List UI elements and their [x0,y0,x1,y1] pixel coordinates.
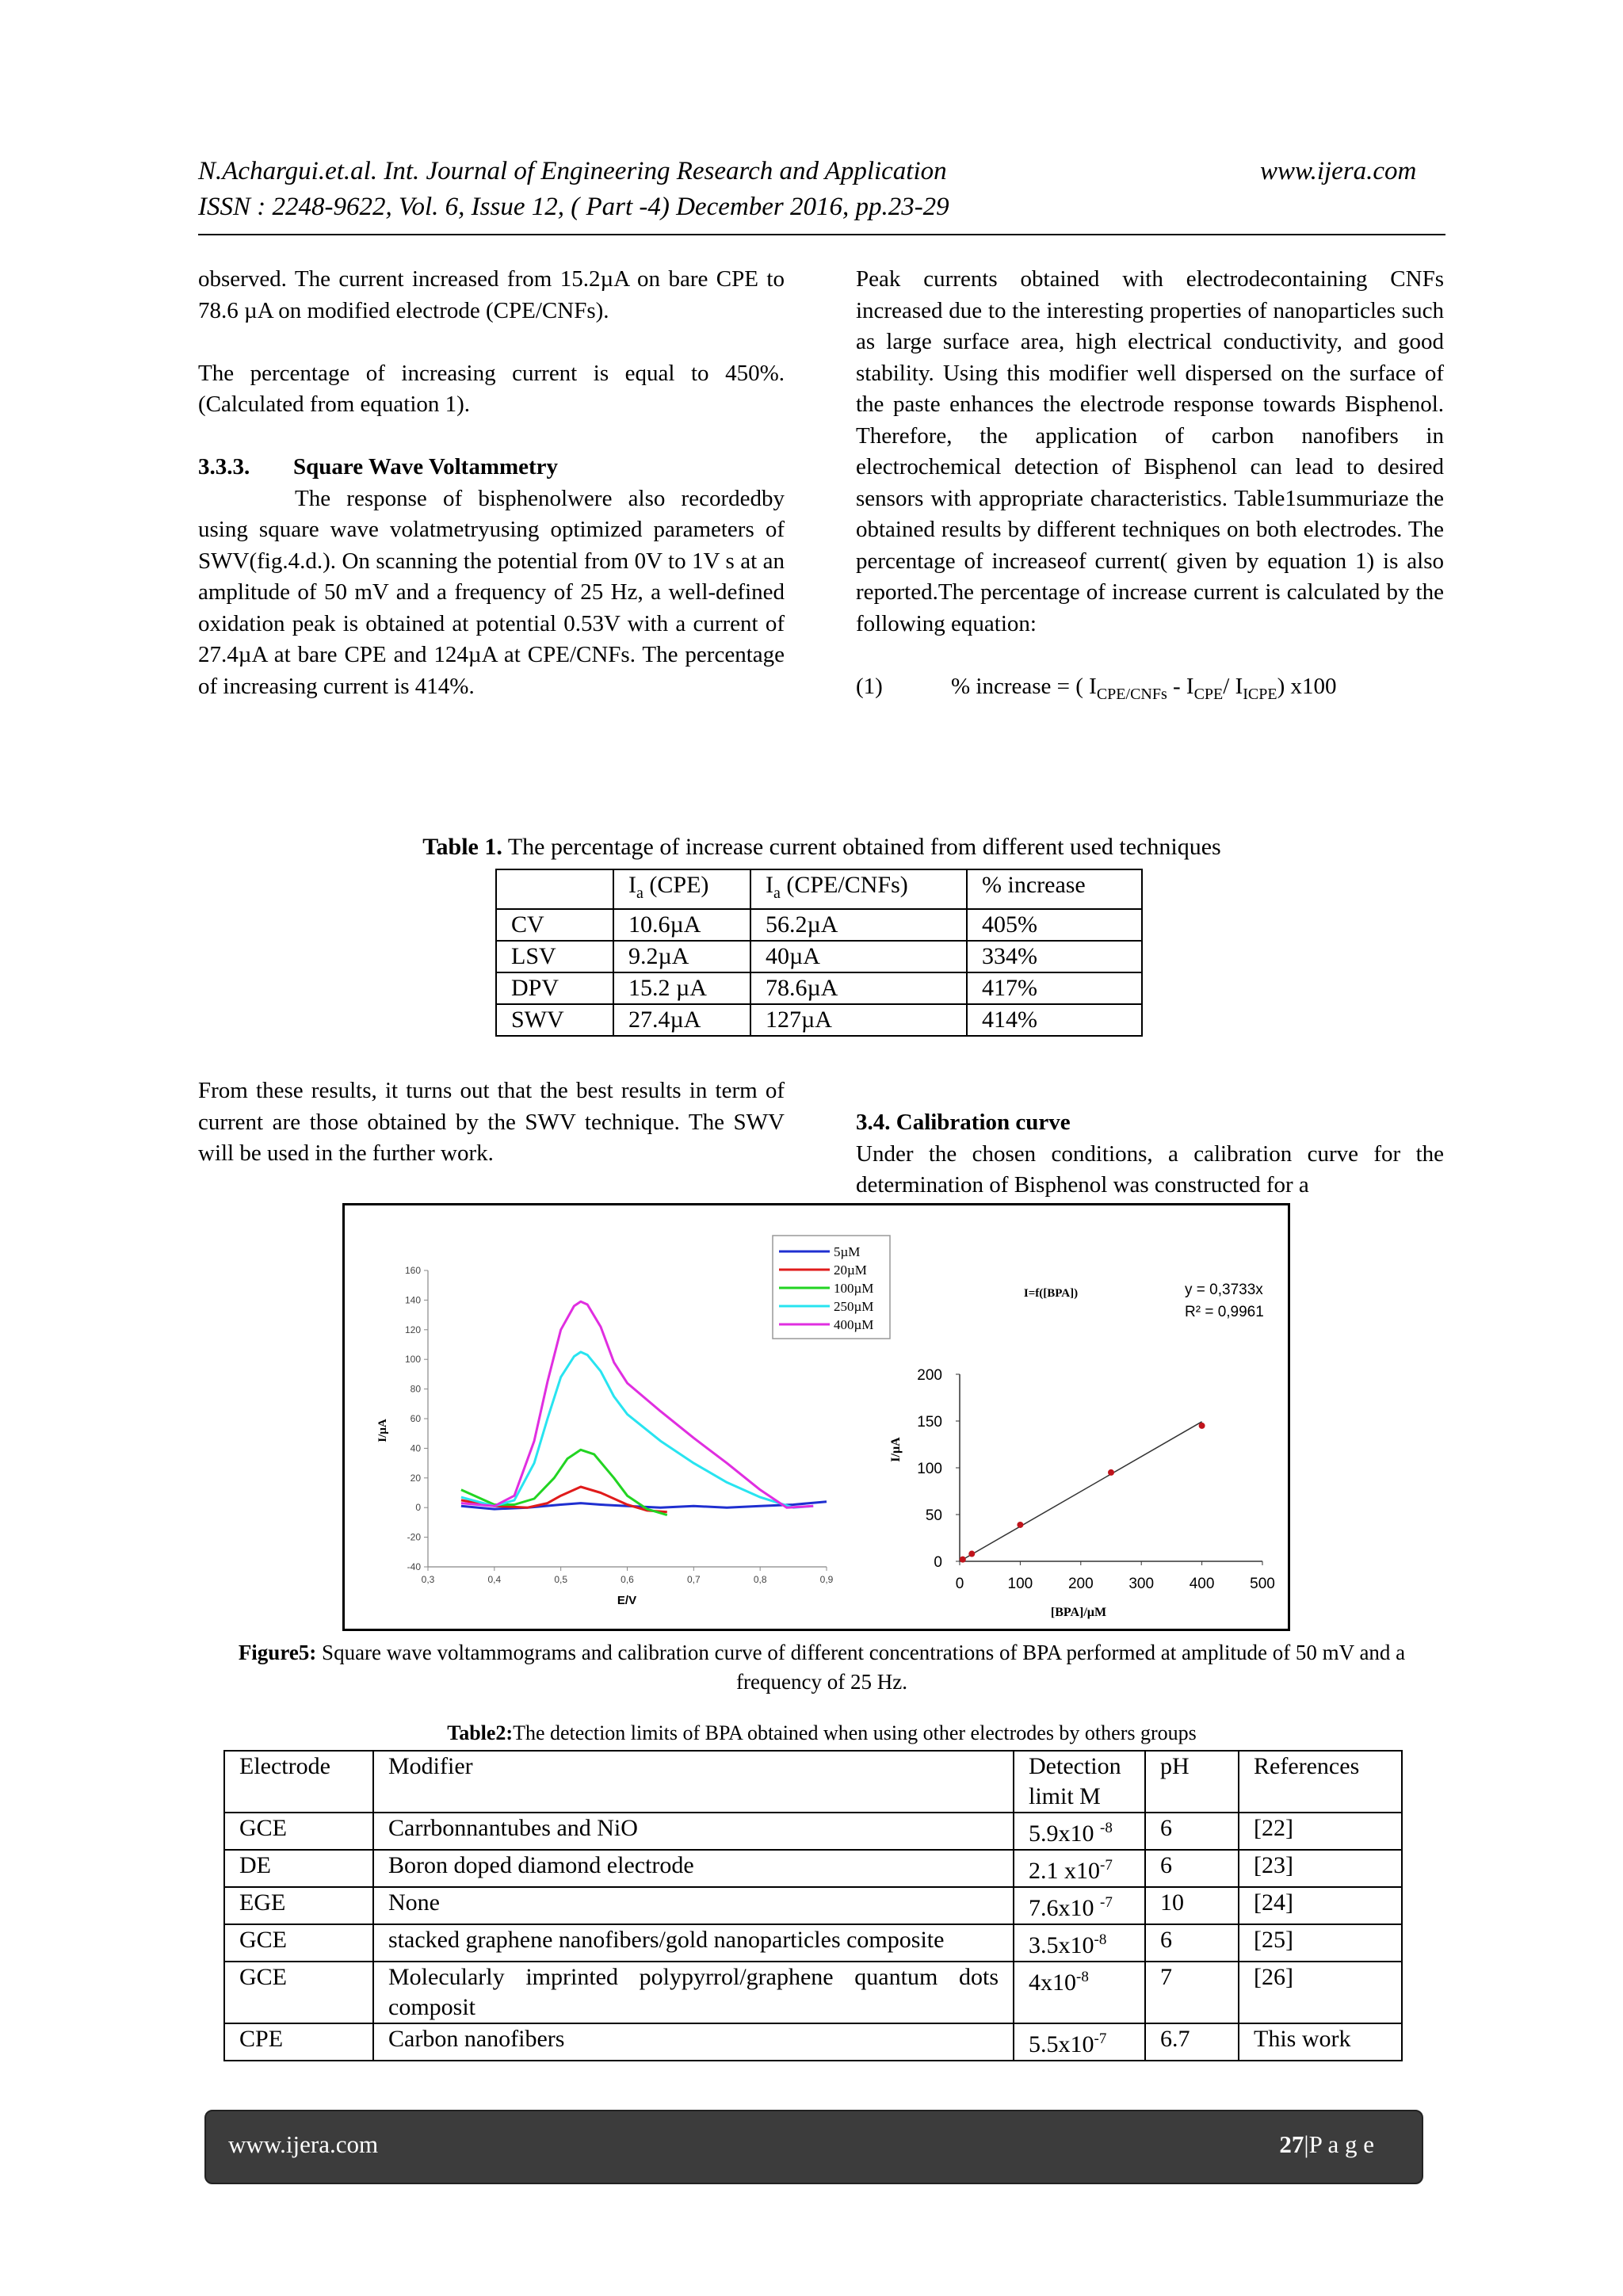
table2-caption-text: The detection limits of BPA obtained when using other electrodes by others groups [513,1721,1197,1744]
x-tick-label: 300 [1128,1576,1155,1592]
voltammogram-xlabel: E/V [617,1594,637,1607]
y-tick-label: 100 [404,1354,421,1366]
calibration-equation: y = 0,3733x [1185,1282,1263,1298]
right-paragraph-1: Peak currents obtained with electrodecontaining CNFs increased due to the interesting properties of nanoparticles such as large surface area, high electrical conductivity, and good stability. Using this modifier well dispersed on the surface of the paste enhances the electrode response towards Bisphenol. Therefore, the application of carbon nanofibers in electrochemical detection of Bisphenol can lead to desired sensors with appropriate characteristics. Table1summuriaze the obtained results by different techniques on both electrodes. The percentage of increaseof current( given by equation 1) is also reported.The percentage of increase current is calculated by the following equation: [856,266,1444,636]
equation-part: - I [1167,673,1194,699]
table1-caption-text: The percentage of increase current obtained from different used techniques [502,834,1221,860]
equation-1 [856,671,1444,710]
calibration-ylabel: I/µA [889,1437,903,1462]
y-tick-label: 80 [410,1383,421,1395]
table-cell: DPV [496,972,613,1004]
left-paragraph-3: The response of bisphenolwere also recordedby using square wave volatmetryusing optimized parameters of SWV(fig.4.d.). On scanning the potential from 0V to 1V s at an amplitude of 50 mV and a frequency of 25 Hz, a well-defined oxidation peak is obtained at potential 0.53V with a current of 27.4µA at bare CPE and 124µA at CPE/CNFs. The percentage of increasing current is 414%. [198,485,785,699]
detection-limit-base: 5.9x10 [1029,1820,1100,1847]
table-cell: Carbon nanofibers [373,2023,1014,2061]
voltammogram-ylabel: I/µA [376,1419,389,1442]
legend-label: 100µM [834,1281,874,1296]
figure5-caption-text: Square wave voltammograms and calibration curve of different concentrations of BPA performed at amplitude of 50 mV and a frequency of 25 Hz. [316,1641,1406,1694]
x-tick-label: 0,7 [686,1574,701,1585]
equation-part: ) x100 [1277,673,1337,699]
table-cell: GCE [224,1813,373,1850]
y-tick-label: 50 [925,1507,942,1524]
right-column [856,264,1444,710]
table-cell: CV [496,909,613,941]
equation-part: / I [1223,673,1243,699]
left-column [198,264,785,702]
table-cell: LSV [496,941,613,972]
data-point [1199,1423,1205,1429]
x-tick-label: 400 [1189,1576,1215,1592]
detection-limit-base: 3.5x10 [1029,1932,1094,1958]
figure5-caption-label: Figure5: [238,1641,317,1664]
table-cell [1014,1924,1145,1962]
table-cell: stacked graphene nanofibers/gold nanoparticles composite [373,1924,1014,1962]
y-tick-label: 140 [404,1294,421,1306]
figure5-caption [198,1638,1445,1697]
table-cell: 405% [967,909,1142,941]
table1-caption-label: Table 1. [422,834,502,860]
page-number [1279,2130,1374,2159]
table-cell: EGE [224,1887,373,1924]
table-cell: [24] [1239,1887,1402,1924]
calibration-heading: 3.4. Calibration curve [856,1110,1071,1135]
y-tick-label: 40 [410,1442,421,1454]
y-tick-label: 100 [917,1461,942,1477]
equation-part: % increase = ( I [951,673,1097,699]
x-tick-label: 0,3 [421,1574,435,1585]
data-point [1108,1469,1114,1476]
legend-label: 5µM [834,1244,861,1259]
calibration-marks [960,1422,1205,1563]
table-cell: 6 [1145,1813,1239,1850]
equation-subscript: CPE/CNFs [1096,685,1167,703]
equation-subscript: ICPE [1243,685,1277,703]
table-cell: DE [224,1850,373,1887]
series-line-400µM [461,1301,813,1507]
table-cell: None [373,1887,1014,1924]
y-tick-label: 200 [917,1367,942,1384]
table-cell: 6 [1145,1924,1239,1962]
table-row [496,1004,1142,1036]
table2 [223,1750,1403,2061]
data-point [1017,1522,1023,1528]
table-cell: 9.2µA [613,941,750,972]
table-cell: [23] [1239,1850,1402,1887]
table-cell: Boron doped diamond electrode [373,1850,1014,1887]
left-paragraph-2: The percentage of increasing current is equal to 450%.(Calculated from equation 1). [198,360,785,417]
equation-subscript: CPE [1193,685,1224,703]
table-cell [1014,1887,1145,1924]
table-row [224,2023,1402,2061]
table-cell: 10 [1145,1887,1239,1924]
trend-line [960,1422,1202,1561]
table-cell: 6.7 [1145,2023,1239,2061]
legend-label: 400µM [834,1317,874,1332]
table2-header-cell: Detection limit M [1014,1751,1145,1813]
table2-header-row [224,1751,1402,1813]
calibration-title: I=f([BPA]) [1023,1287,1079,1300]
detection-limit-exponent: -7 [1100,1894,1113,1911]
table1 [495,869,1143,1037]
section-number: 3.3.3. [198,454,250,479]
detection-limit-exponent: -8 [1094,1931,1107,1948]
voltammogram-axes [405,1265,834,1585]
calibration-axes [917,1367,1275,1592]
table2-caption-label: Table2: [447,1721,514,1744]
footer-website[interactable]: www.ijera.com [228,2130,379,2158]
page-label: |P a g e [1304,2130,1374,2158]
journal-citation: N.Achargui.et.al. Int. Journal of Engineering Research and Application [198,157,947,185]
detection-limit-exponent: -8 [1100,1820,1113,1836]
journal-issn: ISSN : 2248-9622, Vol. 6, Issue 12, ( Part -4) December 2016, pp.23-29 [198,193,949,221]
table1-header-row [496,869,1142,909]
table-row [224,1887,1402,1924]
left-paragraph-1: observed. The current increased from 15.2µA on bare CPE to 78.6 µA on modified electrode (CPE/CNFs). [198,266,785,323]
table-row [496,972,1142,1004]
detection-limit-exponent: -8 [1076,1969,1089,1985]
table-cell: 10.6µA [613,909,750,941]
legend-label: 250µM [834,1299,874,1314]
table-cell: GCE [224,1962,373,2023]
y-tick-label: 20 [410,1472,421,1484]
detection-limit-exponent: -7 [1094,2030,1107,2047]
y-tick-label: -40 [407,1561,421,1572]
table-cell: 7 [1145,1962,1239,2023]
table-row [496,909,1142,941]
table2-header-cell: References [1239,1751,1402,1813]
table-row [224,1850,1402,1887]
x-tick-label: 500 [1250,1576,1275,1592]
table-cell: 40µA [750,941,967,972]
voltammogram-lines [461,1301,827,1515]
detection-limit-exponent: -7 [1100,1857,1113,1874]
table-cell: 6 [1145,1850,1239,1887]
header-rule [198,234,1445,235]
table2-header-cell: Modifier [373,1751,1014,1813]
table2-caption [198,1721,1445,1745]
x-tick-label: 100 [1007,1576,1033,1592]
detection-limit-base: 7.6x10 [1029,1895,1100,1921]
table-cell: SWV [496,1004,613,1036]
footer-bar [204,2110,1423,2184]
data-point [968,1551,975,1557]
table-cell: CPE [224,2023,373,2061]
table-cell [1014,2023,1145,2061]
y-tick-label: 60 [410,1413,421,1424]
series-line-250µM [461,1352,813,1507]
y-tick-label: 160 [404,1265,421,1276]
equation-number: (1) [856,673,883,699]
figure5-charts [345,1205,1288,1629]
x-tick-label: 0,5 [554,1574,568,1585]
page-number-value: 27 [1279,2130,1304,2158]
table-cell: 78.6µA [750,972,967,1004]
table-cell: [22] [1239,1813,1402,1850]
section-heading-swv [198,452,785,483]
table-cell: [26] [1239,1962,1402,2023]
table-cell: [25] [1239,1924,1402,1962]
y-tick-label: 120 [404,1324,421,1335]
table2-body [224,1813,1402,2061]
conclusion-paragraph: From these results, it turns out that the best results in term of current are those obtained by the SWV technique. The SWV will be used in the further work. [198,1078,785,1166]
detection-limit-base: 2.1 x10 [1029,1858,1100,1884]
x-tick-label: 0 [955,1576,964,1592]
y-tick-label: 150 [917,1414,942,1431]
table-cell: 56.2µA [750,909,967,941]
journal-website[interactable]: www.ijera.com [1260,157,1417,185]
table1-header-cell: $I_a$ (CPE) [613,869,750,909]
table-cell: 334% [967,941,1142,972]
table2-header-cell: pH [1145,1751,1239,1813]
table-cell: Carrbonnantubes and NiO [373,1813,1014,1850]
y-tick-label: 0 [415,1502,421,1514]
calibration-section [856,1107,1444,1201]
x-tick-label: 0,4 [487,1574,502,1585]
figure5-frame [342,1203,1290,1631]
section-title: Square Wave Voltammetry [293,454,559,479]
table-cell: GCE [224,1924,373,1962]
x-tick-label: 200 [1067,1576,1094,1592]
table-cell: 414% [967,1004,1142,1036]
detection-limit-base: 5.5x10 [1029,2031,1094,2057]
table-cell: 127µA [750,1004,967,1036]
table-cell: 27.4µA [613,1004,750,1036]
table-row [224,1924,1402,1962]
table-cell: Molecularly imprinted polypyrrol/graphene quantum dots composit [373,1962,1014,2023]
table-cell: This work [1239,2023,1402,2061]
x-tick-label: 0,6 [621,1574,634,1585]
calibration-xlabel: [BPA]/µM [1050,1606,1107,1619]
x-tick-label: 0,9 [819,1574,834,1585]
calibration-paragraph: Under the chosen conditions, a calibration curve for the determination of Bisphenol was constructed for a [856,1140,1444,1198]
table2-header-cell: Electrode [224,1751,373,1813]
table-row [224,1813,1402,1850]
table-cell [1014,1962,1145,2023]
table1-caption [198,834,1445,861]
y-tick-label: -20 [407,1531,421,1543]
data-point [960,1557,966,1563]
table1-header-cell: % increase [967,869,1142,909]
table-cell [1014,1813,1145,1850]
table1-header-cell: $I_a$ (CPE/CNFs) [750,869,967,909]
table-row [496,941,1142,972]
table-cell: 15.2 µA [613,972,750,1004]
calibration-r2: R² = 0,9961 [1185,1304,1264,1320]
table-cell: 417% [967,972,1142,1004]
table-cell [1014,1850,1145,1887]
table1-header-cell [496,869,613,909]
detection-limit-base: 4x10 [1029,1969,1076,1996]
y-tick-label: 0 [934,1554,942,1571]
legend-label: 20µM [834,1263,867,1278]
table-row [224,1962,1402,2023]
x-tick-label: 0,8 [753,1574,767,1585]
